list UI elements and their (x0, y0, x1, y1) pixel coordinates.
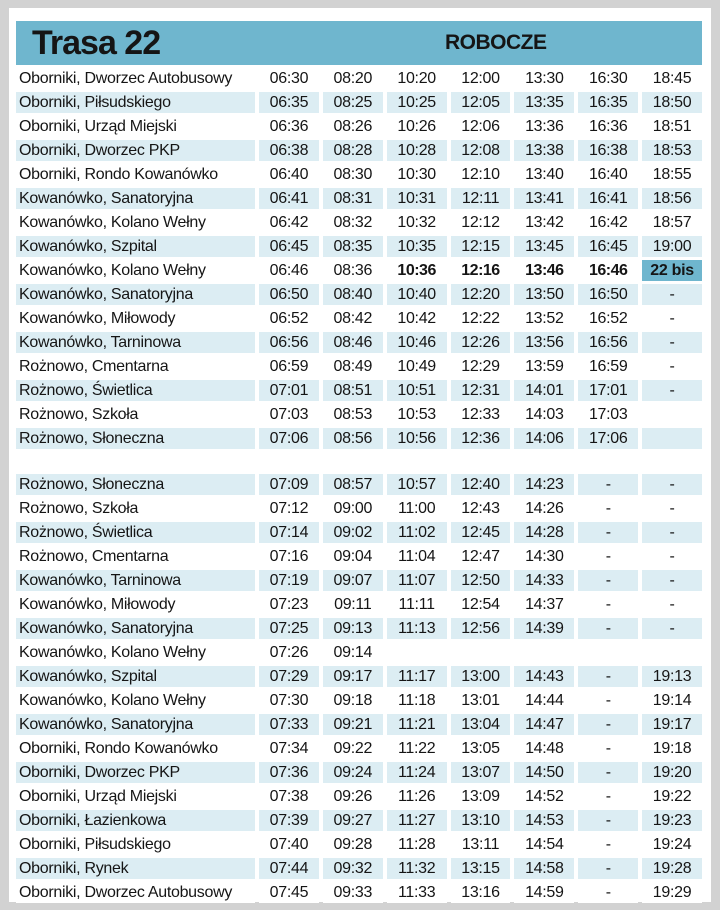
time-cell: 09:28 (323, 834, 383, 855)
time-cell: 11:33 (387, 882, 447, 903)
time-cell: 16:35 (578, 92, 638, 113)
stop-name-cell: Kowanówko, Kolano Wełny (16, 690, 255, 711)
time-cell: 10:57 (387, 474, 447, 495)
time-cell: - (642, 522, 702, 543)
time-cell: 12:08 (451, 140, 511, 161)
time-cell: 07:26 (259, 642, 319, 663)
stop-name-cell: Kowanówko, Szpital (16, 666, 255, 687)
time-cell: 10:46 (387, 332, 447, 353)
time-cell: 07:03 (259, 404, 319, 425)
time-cell: 14:43 (514, 666, 574, 687)
time-cell: 11:04 (387, 546, 447, 567)
time-cell: 11:27 (387, 810, 447, 831)
time-cell: 09:22 (323, 738, 383, 759)
time-cell: 10:35 (387, 236, 447, 257)
time-cell: - (642, 308, 702, 329)
stop-name-cell: Oborniki, Dworzec Autobusowy (16, 882, 255, 903)
time-cell: 12:29 (451, 356, 511, 377)
time-cell: 08:46 (323, 332, 383, 353)
time-cell: 19:22 (642, 786, 702, 807)
time-cell: 06:30 (259, 68, 319, 89)
time-cell (514, 642, 574, 663)
time-cell: 08:31 (323, 188, 383, 209)
time-cell: 13:40 (514, 164, 574, 185)
time-cell: 07:33 (259, 714, 319, 735)
time-cell: 19:23 (642, 810, 702, 831)
time-cell: 12:00 (451, 68, 511, 89)
stop-name-cell: Oborniki, Piłsudskiego (16, 92, 255, 113)
time-cell: 11:13 (387, 618, 447, 639)
time-cell: - (578, 834, 638, 855)
time-cell: 12:50 (451, 570, 511, 591)
time-cell: 12:15 (451, 236, 511, 257)
time-cell: 08:51 (323, 380, 383, 401)
time-cell: - (642, 332, 702, 353)
time-cell: 09:07 (323, 570, 383, 591)
time-cell: 12:36 (451, 428, 511, 449)
time-cell: 19:24 (642, 834, 702, 855)
stop-name-cell: Rożnowo, Świetlica (16, 380, 255, 401)
time-cell: 11:21 (387, 714, 447, 735)
time-cell: 14:39 (514, 618, 574, 639)
time-cell: 08:53 (323, 404, 383, 425)
time-cell (451, 642, 511, 663)
time-cell (578, 642, 638, 663)
time-cell: 06:59 (259, 356, 319, 377)
time-cell: 13:38 (514, 140, 574, 161)
time-cell: 18:56 (642, 188, 702, 209)
time-cell: 12:47 (451, 546, 511, 567)
time-cell: 16:40 (578, 164, 638, 185)
time-cell: 09:00 (323, 498, 383, 519)
timetable-page (9, 8, 711, 902)
timetable (16, 68, 702, 903)
time-cell: 07:39 (259, 810, 319, 831)
time-cell: 12:54 (451, 594, 511, 615)
time-cell: 11:24 (387, 762, 447, 783)
time-cell: 16:30 (578, 68, 638, 89)
stop-name-cell: Oborniki, Urząd Miejski (16, 116, 255, 137)
time-cell: 11:18 (387, 690, 447, 711)
time-cell: 14:33 (514, 570, 574, 591)
time-cell: - (578, 858, 638, 879)
time-cell: 12:20 (451, 284, 511, 305)
time-cell: 07:29 (259, 666, 319, 687)
time-cell: 06:41 (259, 188, 319, 209)
time-cell (642, 642, 702, 663)
stop-name-cell: Oborniki, Urząd Miejski (16, 786, 255, 807)
time-cell: 08:28 (323, 140, 383, 161)
time-cell: 07:38 (259, 786, 319, 807)
time-cell: 12:56 (451, 618, 511, 639)
time-cell: - (642, 618, 702, 639)
stop-name-cell: Kowanówko, Sanatoryjna (16, 284, 255, 305)
time-cell: - (642, 594, 702, 615)
time-cell: 09:27 (323, 810, 383, 831)
time-cell: 13:56 (514, 332, 574, 353)
stop-name-cell: Oborniki, Piłsudskiego (16, 834, 255, 855)
time-cell: 13:59 (514, 356, 574, 377)
time-cell: 14:44 (514, 690, 574, 711)
time-cell: - (578, 474, 638, 495)
time-cell: - (642, 474, 702, 495)
time-cell: 07:44 (259, 858, 319, 879)
time-cell: 19:14 (642, 690, 702, 711)
time-cell: 16:38 (578, 140, 638, 161)
time-cell: 10:20 (387, 68, 447, 89)
time-cell: 13:09 (451, 786, 511, 807)
stop-name-cell: Kowanówko, Miłowody (16, 308, 255, 329)
time-cell: 19:29 (642, 882, 702, 903)
time-cell: - (578, 594, 638, 615)
stop-name-cell: Rożnowo, Cmentarna (16, 546, 255, 567)
time-cell: 09:17 (323, 666, 383, 687)
time-cell: 19:13 (642, 666, 702, 687)
time-cell: 07:25 (259, 618, 319, 639)
time-cell: 12:10 (451, 164, 511, 185)
time-cell: 13:01 (451, 690, 511, 711)
stop-name-cell: Rożnowo, Słoneczna (16, 474, 255, 495)
time-cell: 14:30 (514, 546, 574, 567)
time-cell: 07:36 (259, 762, 319, 783)
time-cell: 08:40 (323, 284, 383, 305)
timetable-section-2 (16, 474, 702, 903)
time-cell: 08:32 (323, 212, 383, 233)
time-cell: 09:24 (323, 762, 383, 783)
time-cell: - (642, 498, 702, 519)
time-cell: 16:36 (578, 116, 638, 137)
time-cell: 08:35 (323, 236, 383, 257)
time-cell: 11:11 (387, 594, 447, 615)
time-cell: 17:06 (578, 428, 638, 449)
time-cell: 12:16 (451, 260, 511, 281)
time-cell: 18:55 (642, 164, 702, 185)
time-cell: - (578, 762, 638, 783)
time-cell: 07:45 (259, 882, 319, 903)
time-cell: 13:30 (514, 68, 574, 89)
time-cell: - (578, 618, 638, 639)
time-cell: 06:45 (259, 236, 319, 257)
stop-name-cell: Rożnowo, Cmentarna (16, 356, 255, 377)
time-cell: - (642, 284, 702, 305)
time-cell: 19:28 (642, 858, 702, 879)
time-cell: 10:49 (387, 356, 447, 377)
time-cell: 06:46 (259, 260, 319, 281)
time-cell: 10:40 (387, 284, 447, 305)
time-cell: 18:45 (642, 68, 702, 89)
time-cell: 07:01 (259, 380, 319, 401)
time-cell: 11:00 (387, 498, 447, 519)
time-cell: 08:30 (323, 164, 383, 185)
time-cell: 16:42 (578, 212, 638, 233)
time-cell: 13:11 (451, 834, 511, 855)
time-cell: 12:31 (451, 380, 511, 401)
time-cell: 12:22 (451, 308, 511, 329)
stop-name-cell: Kowanówko, Kolano Wełny (16, 642, 255, 663)
time-cell: 10:36 (387, 260, 447, 281)
time-cell: 16:46 (578, 260, 638, 281)
time-cell: 10:30 (387, 164, 447, 185)
time-cell: - (642, 380, 702, 401)
time-cell: 14:01 (514, 380, 574, 401)
time-cell: 16:50 (578, 284, 638, 305)
stop-name-cell: Kowanówko, Sanatoryjna (16, 618, 255, 639)
time-cell: - (578, 666, 638, 687)
time-cell: 11:26 (387, 786, 447, 807)
time-cell: 14:58 (514, 858, 574, 879)
stop-name-cell: Oborniki, Dworzec PKP (16, 762, 255, 783)
time-cell: 14:48 (514, 738, 574, 759)
time-cell: - (642, 546, 702, 567)
time-cell: 13:15 (451, 858, 511, 879)
stop-name-cell: Kowanówko, Tarninowa (16, 332, 255, 353)
time-cell: 14:37 (514, 594, 574, 615)
time-cell: 07:23 (259, 594, 319, 615)
time-cell: 06:56 (259, 332, 319, 353)
time-cell: 18:57 (642, 212, 702, 233)
time-cell: 14:53 (514, 810, 574, 831)
stop-name-cell: Kowanówko, Miłowody (16, 594, 255, 615)
time-cell: 18:51 (642, 116, 702, 137)
time-cell: 07:09 (259, 474, 319, 495)
time-cell: 19:18 (642, 738, 702, 759)
time-cell: - (578, 522, 638, 543)
time-cell: - (578, 690, 638, 711)
time-cell: 17:03 (578, 404, 638, 425)
time-cell: 12:40 (451, 474, 511, 495)
time-cell: 18:50 (642, 92, 702, 113)
time-cell: 13:16 (451, 882, 511, 903)
time-cell: 07:06 (259, 428, 319, 449)
time-cell: 10:42 (387, 308, 447, 329)
time-cell: 06:40 (259, 164, 319, 185)
time-cell: 10:26 (387, 116, 447, 137)
stop-name-cell: Kowanówko, Sanatoryjna (16, 188, 255, 209)
stop-name-cell: Rożnowo, Szkoła (16, 404, 255, 425)
stop-name-cell: Kowanówko, Szpital (16, 236, 255, 257)
time-cell: 19:20 (642, 762, 702, 783)
stop-name-cell: Rożnowo, Szkoła (16, 498, 255, 519)
time-cell: - (578, 882, 638, 903)
time-cell: - (578, 810, 638, 831)
time-cell: 09:13 (323, 618, 383, 639)
time-cell: 07:30 (259, 690, 319, 711)
time-cell: 10:51 (387, 380, 447, 401)
time-cell: 12:26 (451, 332, 511, 353)
stop-name-cell: Kowanówko, Tarninowa (16, 570, 255, 591)
time-cell: 06:36 (259, 116, 319, 137)
time-cell: 09:11 (323, 594, 383, 615)
stop-name-cell: Oborniki, Rondo Kowanówko (16, 164, 255, 185)
time-cell: 16:56 (578, 332, 638, 353)
time-cell: 12:06 (451, 116, 511, 137)
time-cell: - (642, 570, 702, 591)
time-cell: - (578, 738, 638, 759)
stop-name-cell: Oborniki, Łazienkowa (16, 810, 255, 831)
time-cell: 12:11 (451, 188, 511, 209)
time-cell: 14:03 (514, 404, 574, 425)
stop-name-cell: Oborniki, Dworzec PKP (16, 140, 255, 161)
time-cell: 11:02 (387, 522, 447, 543)
time-cell: - (642, 356, 702, 377)
time-cell: 13:52 (514, 308, 574, 329)
time-cell: 10:32 (387, 212, 447, 233)
time-cell: 09:32 (323, 858, 383, 879)
time-cell: 14:59 (514, 882, 574, 903)
time-cell: 14:50 (514, 762, 574, 783)
time-cell: 06:52 (259, 308, 319, 329)
time-cell: 13:05 (451, 738, 511, 759)
time-cell: 06:42 (259, 212, 319, 233)
time-cell: - (578, 786, 638, 807)
time-cell: 09:21 (323, 714, 383, 735)
time-cell: 08:25 (323, 92, 383, 113)
time-cell: 19:17 (642, 714, 702, 735)
route-title: Trasa 22 (32, 23, 161, 62)
time-cell: 08:49 (323, 356, 383, 377)
stop-name-cell: Kowanówko, Kolano Wełny (16, 212, 255, 233)
time-cell: 13:00 (451, 666, 511, 687)
time-cell: 07:34 (259, 738, 319, 759)
time-cell: 11:17 (387, 666, 447, 687)
timetable-section-1 (16, 68, 702, 449)
time-cell: 13:04 (451, 714, 511, 735)
time-cell: 10:31 (387, 188, 447, 209)
time-cell: 14:26 (514, 498, 574, 519)
time-cell: 09:33 (323, 882, 383, 903)
time-cell: 07:12 (259, 498, 319, 519)
time-cell: 07:16 (259, 546, 319, 567)
time-cell: 07:14 (259, 522, 319, 543)
time-cell: 06:35 (259, 92, 319, 113)
time-cell: 14:23 (514, 474, 574, 495)
time-cell: 14:52 (514, 786, 574, 807)
time-cell: 07:40 (259, 834, 319, 855)
route-badge-cell: 22 bis (642, 260, 702, 281)
time-cell: 14:28 (514, 522, 574, 543)
time-cell: 08:36 (323, 260, 383, 281)
schedule-type-label: ROBOCZE (445, 31, 547, 54)
time-cell: 11:28 (387, 834, 447, 855)
stop-name-cell: Rożnowo, Słoneczna (16, 428, 255, 449)
time-cell: 16:41 (578, 188, 638, 209)
time-cell: 06:38 (259, 140, 319, 161)
time-cell: - (578, 714, 638, 735)
stop-name-cell: Oborniki, Dworzec Autobusowy (16, 68, 255, 89)
time-cell: - (578, 546, 638, 567)
time-cell: 11:07 (387, 570, 447, 591)
time-cell: 13:10 (451, 810, 511, 831)
time-cell: 13:46 (514, 260, 574, 281)
stop-name-cell: Kowanówko, Kolano Wełny (16, 260, 255, 281)
time-cell: 13:50 (514, 284, 574, 305)
time-cell: 09:14 (323, 642, 383, 663)
time-cell: 12:05 (451, 92, 511, 113)
time-cell: 14:54 (514, 834, 574, 855)
header-band (16, 21, 702, 65)
time-cell (642, 428, 702, 449)
time-cell: 13:45 (514, 236, 574, 257)
time-cell: 12:33 (451, 404, 511, 425)
time-cell: 12:43 (451, 498, 511, 519)
time-cell: 10:56 (387, 428, 447, 449)
time-cell: 11:22 (387, 738, 447, 759)
time-cell: 11:32 (387, 858, 447, 879)
time-cell: 16:59 (578, 356, 638, 377)
time-cell: 16:45 (578, 236, 638, 257)
time-cell: - (578, 570, 638, 591)
stop-name-cell: Oborniki, Rynek (16, 858, 255, 879)
time-cell: 10:28 (387, 140, 447, 161)
time-cell: 16:52 (578, 308, 638, 329)
time-cell: 12:45 (451, 522, 511, 543)
time-cell: 14:47 (514, 714, 574, 735)
time-cell: 08:42 (323, 308, 383, 329)
stop-name-cell: Oborniki, Rondo Kowanówko (16, 738, 255, 759)
time-cell: 14:06 (514, 428, 574, 449)
time-cell: 09:02 (323, 522, 383, 543)
time-cell: 09:26 (323, 786, 383, 807)
time-cell: 10:53 (387, 404, 447, 425)
time-cell: 09:18 (323, 690, 383, 711)
time-cell: 09:04 (323, 546, 383, 567)
time-cell: 19:00 (642, 236, 702, 257)
time-cell: 10:25 (387, 92, 447, 113)
time-cell: - (578, 498, 638, 519)
time-cell (387, 642, 447, 663)
time-cell: 06:50 (259, 284, 319, 305)
time-cell: 13:42 (514, 212, 574, 233)
stop-name-cell: Rożnowo, Świetlica (16, 522, 255, 543)
time-cell: 08:20 (323, 68, 383, 89)
time-cell: 13:36 (514, 116, 574, 137)
time-cell (642, 404, 702, 425)
time-cell: 13:41 (514, 188, 574, 209)
time-cell: 08:56 (323, 428, 383, 449)
time-cell: 08:57 (323, 474, 383, 495)
time-cell: 17:01 (578, 380, 638, 401)
time-cell: 13:35 (514, 92, 574, 113)
time-cell: 08:26 (323, 116, 383, 137)
time-cell: 07:19 (259, 570, 319, 591)
time-cell: 12:12 (451, 212, 511, 233)
stop-name-cell: Kowanówko, Sanatoryjna (16, 714, 255, 735)
time-cell: 18:53 (642, 140, 702, 161)
time-cell: 13:07 (451, 762, 511, 783)
